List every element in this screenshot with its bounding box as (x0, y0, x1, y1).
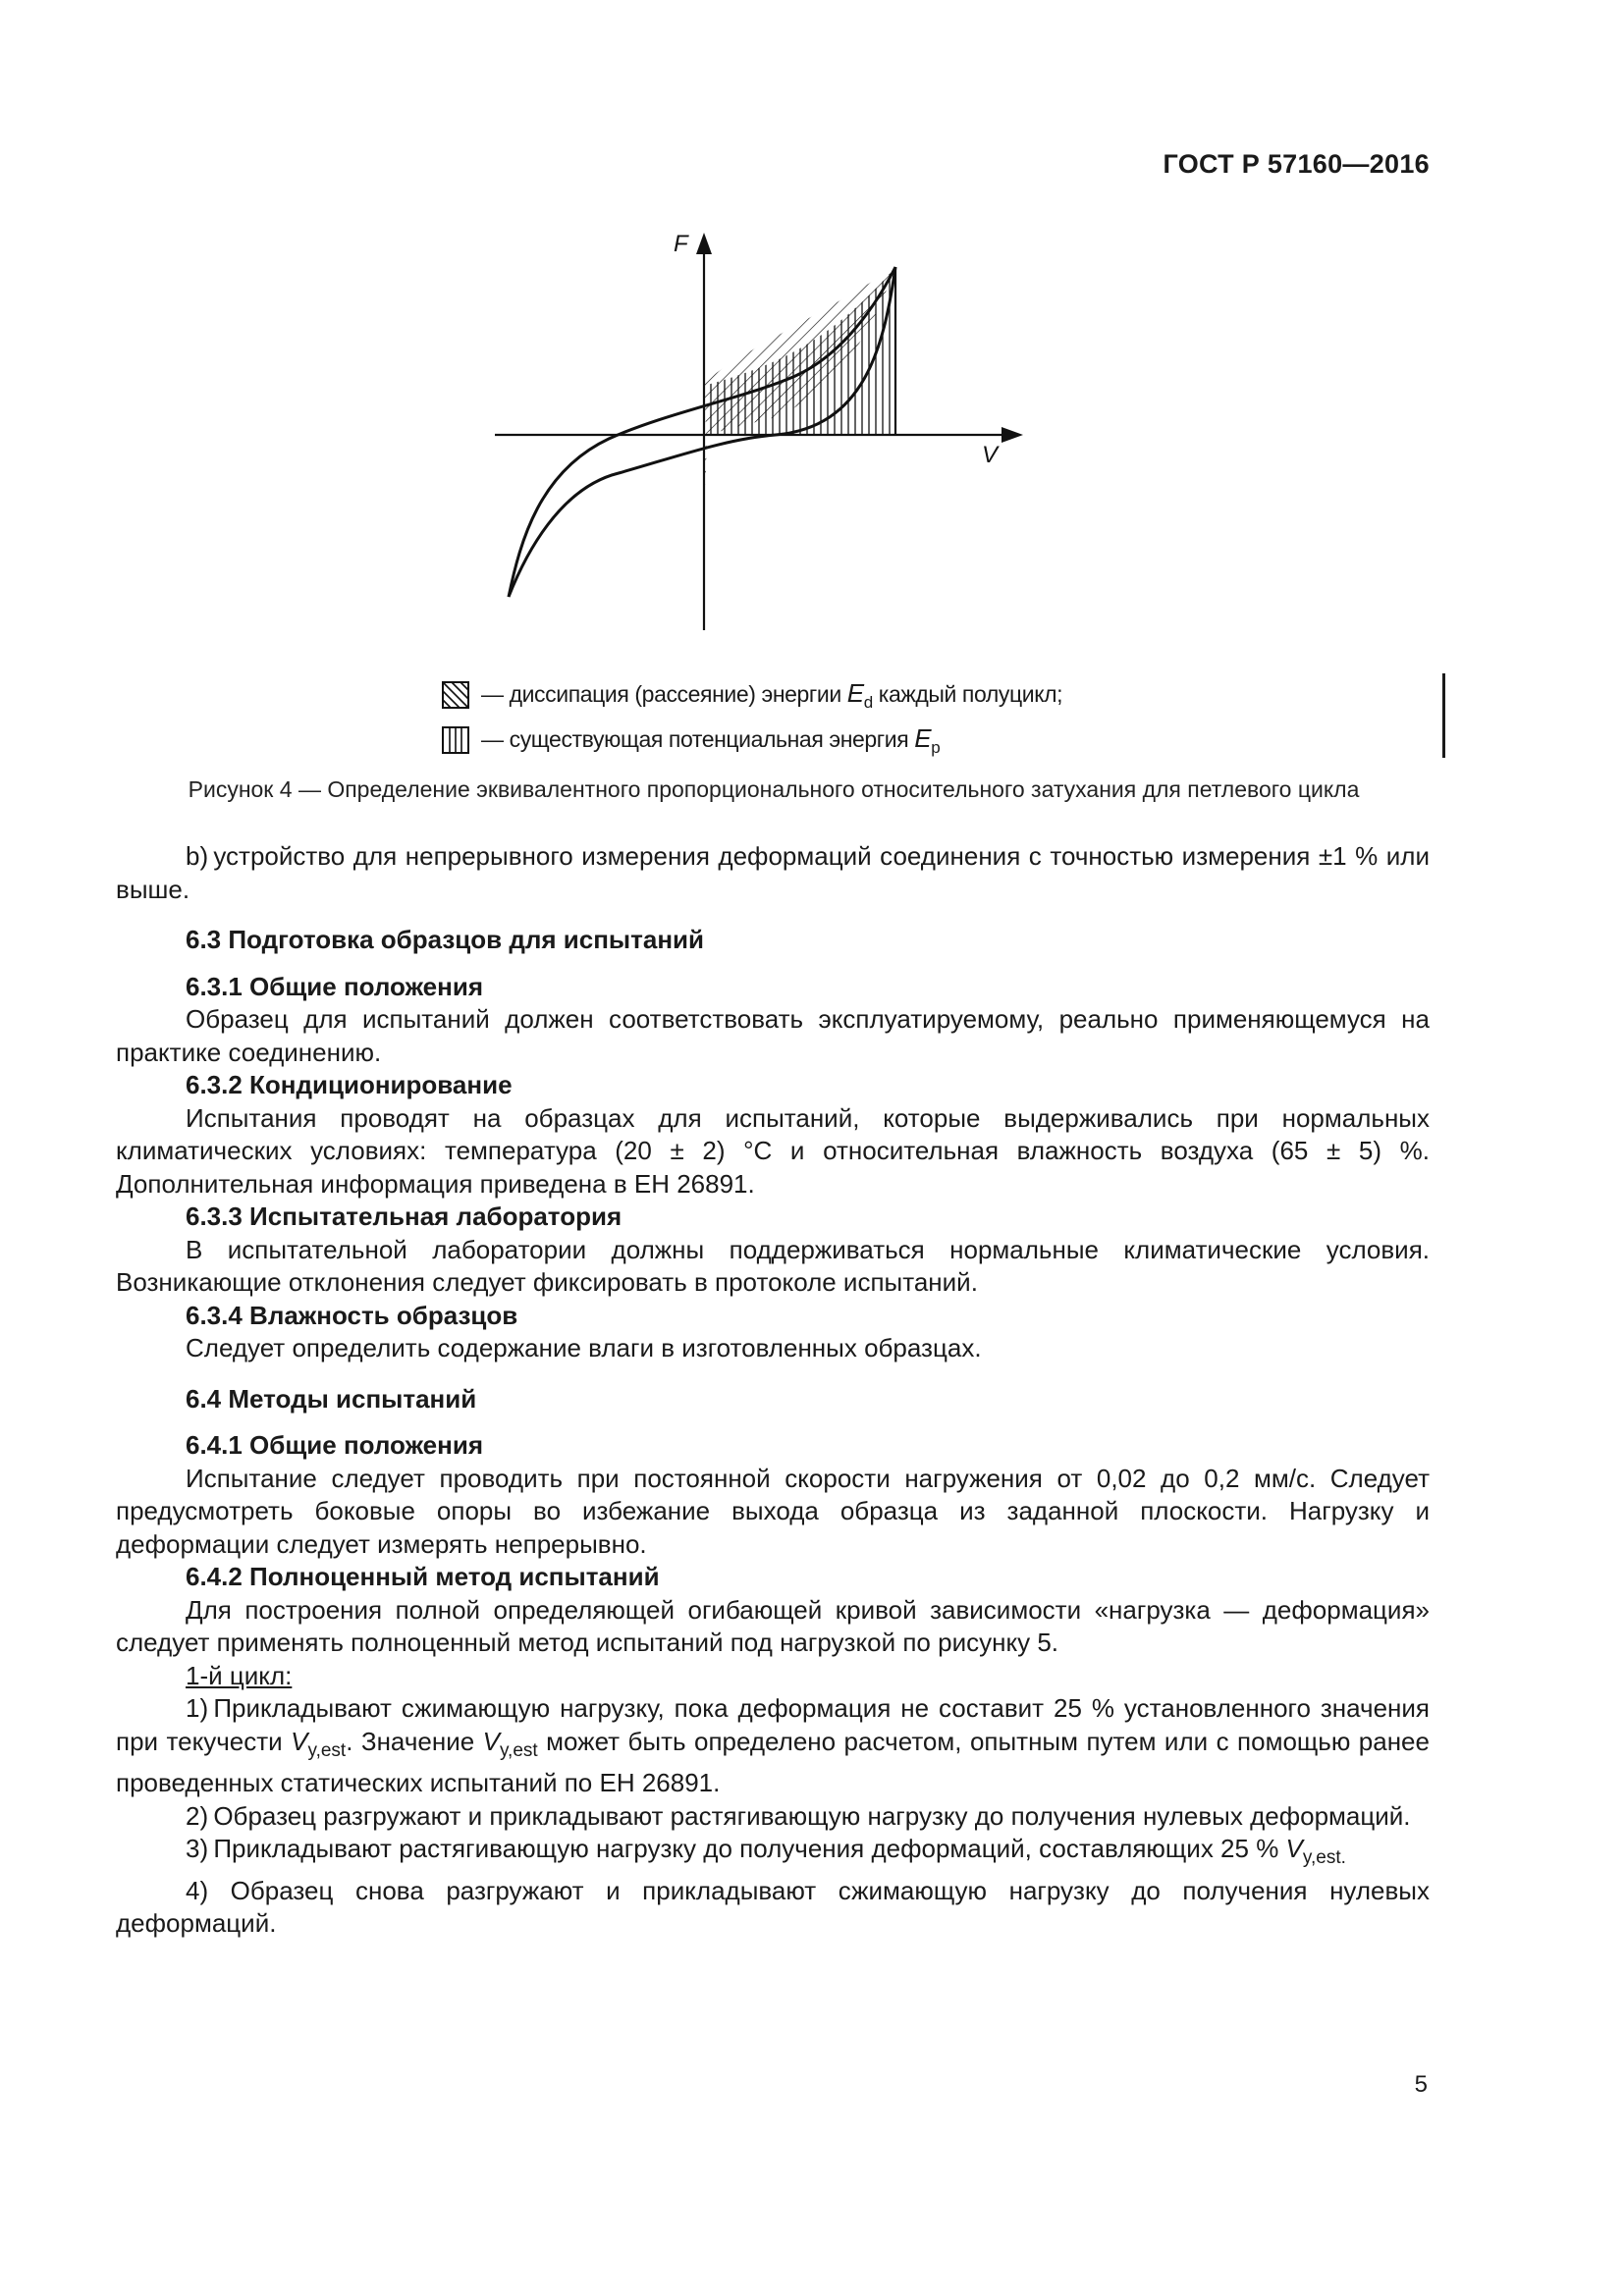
diagonal-hatch-icon (442, 681, 469, 709)
legend-item-potential (442, 718, 1062, 763)
paragraph: Для построения полной определяющей огибающей кривой зависимости «нагрузка — деформация» следует применять полноценный метод испытаний под нагрузкой по рисунку 5. (116, 1594, 1430, 1657)
cycle-label: 1-й цикл: (186, 1660, 293, 1690)
page-number: 5 (1414, 2071, 1428, 2098)
paragraph: Следует определить содержание влаги в изготовленных образцах. (186, 1333, 982, 1362)
vertical-hatch-icon (442, 726, 469, 754)
paragraph: Испытание следует проводить при постоянной скорости нагружения от 0,02 до 0,2 мм/с. Следует предусмотреть боковые опоры во избежание выхода образца из заданной плоскости. Нагрузку и деформации следует измерять непрерывно. (116, 1463, 1430, 1559)
step-1: 1) Прикладывают сжимающую нагрузку, пока деформация не составит 25 % установленного значения при текучести $V_{y,est}$. Значение $V_{y,est}$ может быть определено расчетом, опытным путем или с помощью ранее проведенных статических испытаний по ЕН 26891. (116, 1693, 1430, 1797)
x-axis-arrow (1001, 427, 1023, 443)
subsection-heading: 6.3.2 Кондиционирование (186, 1070, 513, 1099)
section-heading: 6.3 Подготовка образцов для испытаний (186, 925, 704, 954)
list-item-b: b) устройство для непрерывного измерения деформаций соединения с точностью измерения ±1 % или выше. (116, 841, 1430, 904)
subsection-heading: 6.3.3 Испытательная лаборатория (186, 1201, 623, 1231)
subsection-heading: 6.4.2 Полноценный метод испытаний (186, 1562, 660, 1591)
legend-text: — диссипация (рассеяние) энергии $E_d$ каждый полуцикл; (481, 677, 1063, 712)
subsection-heading: 6.3.4 Влажность образцов (186, 1300, 518, 1330)
change-bar (1442, 673, 1445, 758)
paragraph: Образец для испытаний должен соответствовать эксплуатируемому, реально применяющемуся на практике соединению. (116, 1004, 1430, 1067)
paragraph: В испытательной лаборатории должны поддерживаться нормальные климатические условия. Возникающие отклонения следует фиксировать в протоколе испытаний. (116, 1234, 1430, 1297)
legend-item-dissipation (442, 672, 1062, 718)
subsection-heading: 6.3.1 Общие положения (186, 971, 483, 1001)
standard-code: ГОСТ Р 57160—2016 (1163, 149, 1430, 179)
step-2: 2) Образец разгружают и прикладывают растягивающую нагрузку до получения нулевых деформаций. (186, 1800, 1411, 1831)
y-axis-arrow (696, 233, 712, 254)
figure-caption: Рисунок 4 — Определение эквивалентного пропорционального относительного затухания для петлевого цикла (188, 776, 1360, 802)
subsection-heading: 6.4.1 Общие положения (186, 1430, 483, 1460)
figure-legend (442, 672, 1062, 763)
section-heading: 6.4 Методы испытаний (186, 1383, 477, 1414)
hysteresis-figure (481, 221, 1051, 643)
step-4: 4) Образец снова разгружают и прикладывают сжимающую нагрузку до получения нулевых деформаций. (116, 1875, 1430, 1938)
paragraph: Испытания проводят на образцах для испытаний, которые выдерживались при нормальных климатических условиях: температура (20 ± 2) °С и относительная влажность воздуха (65 ± 5) %. Дополнительная информация приведена в ЕН 26891. (116, 1102, 1430, 1199)
x-axis-label: V (982, 442, 999, 468)
document-body (116, 840, 1430, 1941)
legend-text: — существующая потенциальная энергия $E_p$ (481, 722, 941, 757)
step-3: 3) Прикладывают растягивающую нагрузку до получения деформаций, составляющих 25 % $V_{y,est.}$ (186, 1834, 1346, 1868)
y-axis-label: F (674, 231, 688, 257)
